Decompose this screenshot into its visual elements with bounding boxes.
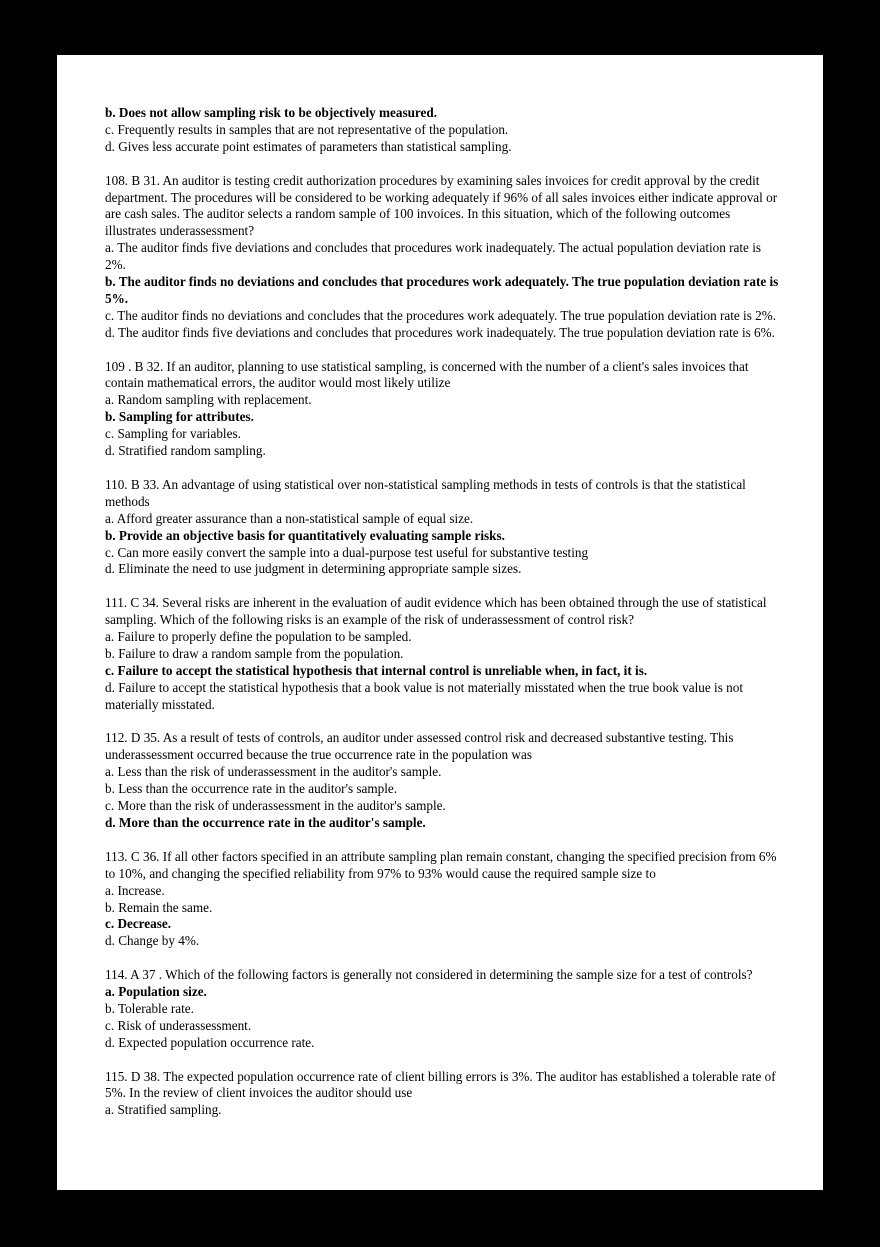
question-option: b. Provide an objective basis for quantitatively evaluating sample risks. — [105, 527, 505, 543]
question-block — [105, 105, 780, 156]
question-option: d. Eliminate the need to use judgment in determining appropriate sample sizes. — [105, 561, 522, 577]
question-option: c. Frequently results in samples that are not representative of the population. — [105, 121, 509, 137]
question-block — [105, 173, 780, 342]
question-option: c. The auditor finds no deviations and concludes that the procedures work adequately. The true population deviation rate is 2%. — [105, 307, 777, 323]
question-option: a. Population size. — [105, 984, 207, 1000]
question-stem: 114. A 37 . Which of the following factors is generally not considered in determining the sample size for a test of controls? — [105, 967, 753, 983]
question-block — [105, 730, 780, 831]
question-block — [105, 477, 780, 578]
question-stem: 112. D 35. As a result of tests of controls, an auditor under assessed control risk and decreased substantive testing. This underassessment occurred because the true occurrence rate in the population was — [105, 730, 734, 763]
question-option: d. Failure to accept the statistical hypothesis that a book value is not materially misstated when the true book value is not materially misstated. — [105, 679, 743, 712]
question-option: d. Gives less accurate point estimates of parameters than statistical sampling. — [105, 138, 512, 154]
question-option: d. More than the occurrence rate in the auditor's sample. — [105, 814, 426, 830]
question-option: c. Risk of underassessment. — [105, 1017, 252, 1033]
question-option: a. The auditor finds five deviations and concludes that procedures work inadequately. The actual population deviation rate is 2%. — [105, 240, 761, 273]
question-stem: 110. B 33. An advantage of using statistical over non-statistical sampling methods in tests of controls is that the statistical methods — [105, 476, 746, 509]
document-content — [105, 105, 780, 1119]
question-option: a. Failure to properly define the population to be sampled. — [105, 629, 412, 645]
question-option: d. The auditor finds five deviations and concludes that procedures work inadequately. The true population deviation rate is 6%. — [105, 324, 775, 340]
question-option: a. Less than the risk of underassessment in the auditor's sample. — [105, 764, 442, 780]
question-option: c. Sampling for variables. — [105, 426, 241, 442]
question-option: b. Failure to draw a random sample from the population. — [105, 645, 404, 661]
question-option: d. Change by 4%. — [105, 933, 200, 949]
question-option: d. Expected population occurrence rate. — [105, 1034, 315, 1050]
question-block — [105, 359, 780, 460]
question-option: b. Sampling for attributes. — [105, 409, 254, 425]
question-option: c. Failure to accept the statistical hypothesis that internal control is unreliable when, in fact, it is. — [105, 662, 648, 678]
question-option: b. Does not allow sampling risk to be objectively measured. — [105, 105, 438, 120]
question-option: a. Stratified sampling. — [105, 1102, 222, 1118]
question-stem: 115. D 38. The expected population occurrence rate of client billing errors is 3%. The auditor has established a tolerable rate of 5%. In the review of client invoices the auditor should use — [105, 1068, 776, 1101]
question-option: b. Remain the same. — [105, 899, 213, 915]
question-stem: 113. C 36. If all other factors specified in an attribute sampling plan remain constant, changing the specified precision from 6% to 10%, and changing the specified reliability from 97% to 93% would cause the required sample size to — [105, 848, 777, 881]
question-option: c. Can more easily convert the sample into a dual-purpose test useful for substantive testing — [105, 544, 589, 560]
question-option: d. Stratified random sampling. — [105, 443, 266, 459]
question-stem: 108. B 31. An auditor is testing credit authorization procedures by examining sales invoices for credit approval by the credit department. The procedures will be considered to be working adequately if 96% of all sales invoices either indicate approval or are cash sales. The auditor selects a random sample of 100 invoices. In this situation, which of the following outcomes illustrates underassessment? — [105, 172, 778, 239]
question-option: a. Increase. — [105, 882, 165, 898]
question-block — [105, 849, 780, 950]
question-option: c. Decrease. — [105, 916, 172, 932]
question-stem: 111. C 34. Several risks are inherent in the evaluation of audit evidence which has been obtained through the use of statistical sampling. Which of the following risks is an example of the risk of underassessment of control risk? — [105, 595, 767, 628]
question-block — [105, 967, 780, 1052]
question-block — [105, 595, 780, 713]
question-option: b. Less than the occurrence rate in the auditor's sample. — [105, 781, 398, 797]
question-option: b. The auditor finds no deviations and concludes that procedures work adequately. The true population deviation rate is 5%. — [105, 274, 779, 306]
document-page — [57, 55, 823, 1190]
question-option: c. More than the risk of underassessment in the auditor's sample. — [105, 798, 446, 814]
question-stem: 109 . B 32. If an auditor, planning to use statistical sampling, is concerned with the number of a client's sales invoices that contain mathematical errors, the auditor would most likely utilize — [105, 358, 749, 391]
question-option: b. Tolerable rate. — [105, 1000, 194, 1016]
question-block — [105, 1069, 780, 1120]
question-option: a. Afford greater assurance than a non-statistical sample of equal size. — [105, 510, 474, 526]
question-option: a. Random sampling with replacement. — [105, 392, 312, 408]
